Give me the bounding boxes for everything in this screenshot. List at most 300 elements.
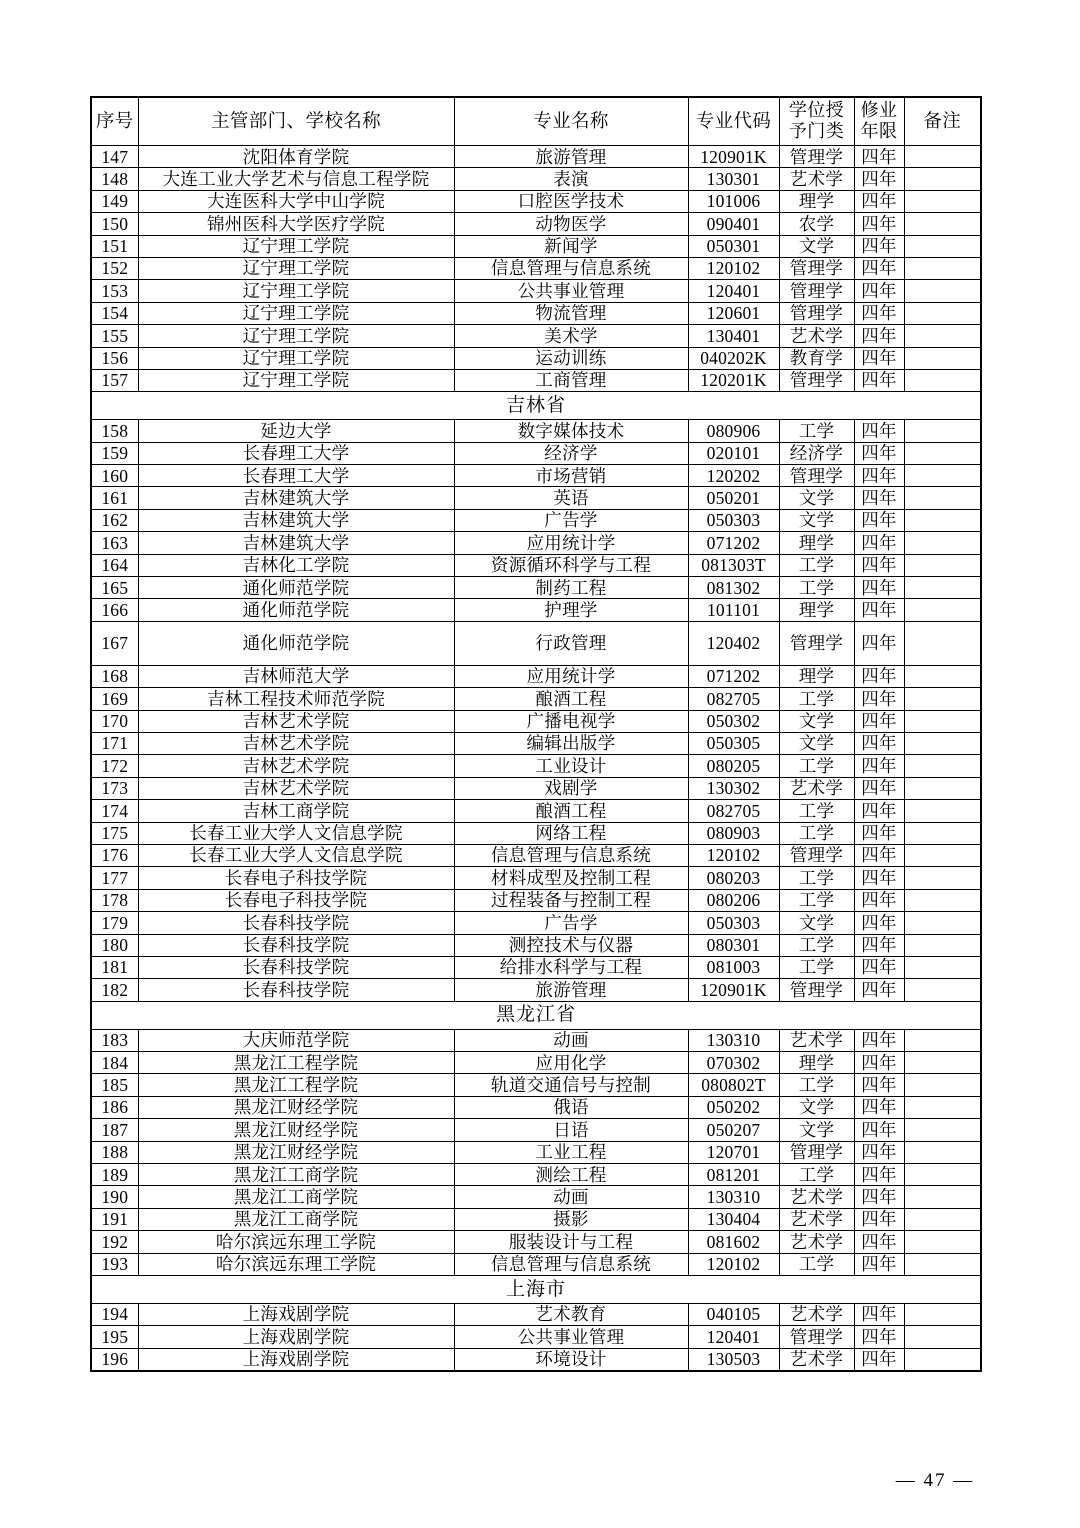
cell-school: 吉林艺术学院: [138, 755, 454, 777]
cell-major: 表演: [454, 168, 688, 190]
cell-seq: 148: [91, 168, 138, 190]
cell-major: 动画: [454, 1186, 688, 1208]
cell-school: 长春电子科技学院: [138, 889, 454, 911]
cell-code: 081302: [688, 577, 779, 599]
cell-years: 四年: [854, 577, 904, 599]
cell-remark: [904, 168, 981, 190]
cell-seq: 195: [91, 1326, 138, 1348]
cell-code: 130503: [688, 1348, 779, 1371]
cell-remark: [904, 1326, 981, 1348]
cell-major: 信息管理与信息系统: [454, 257, 688, 279]
cell-code: 101006: [688, 190, 779, 212]
cell-remark: [904, 146, 981, 168]
table-row: [91, 1052, 981, 1074]
cell-years: 四年: [854, 1029, 904, 1051]
cell-school: 长春科技学院: [138, 956, 454, 978]
cell-degree: 理学: [779, 532, 854, 554]
cell-school: 黑龙江工商学院: [138, 1164, 454, 1186]
cell-remark: [904, 369, 981, 391]
cell-seq: 178: [91, 889, 138, 911]
cell-remark: [904, 465, 981, 487]
cell-remark: [904, 822, 981, 844]
cell-major: 行政管理: [454, 621, 688, 665]
cell-code: 080203: [688, 867, 779, 889]
table-row: [91, 599, 981, 621]
province-title: 上海市: [91, 1275, 981, 1303]
cell-code: 020101: [688, 442, 779, 464]
table-row: [91, 257, 981, 279]
cell-major: 过程装备与控制工程: [454, 889, 688, 911]
cell-seq: 154: [91, 302, 138, 324]
cell-code: 080301: [688, 934, 779, 956]
cell-code: 080802T: [688, 1074, 779, 1096]
cell-degree: 管理学: [779, 465, 854, 487]
cell-major: 新闻学: [454, 235, 688, 257]
cell-remark: [904, 755, 981, 777]
province-header-row: [91, 1001, 981, 1029]
cell-seq: 191: [91, 1208, 138, 1230]
cell-years: 四年: [854, 257, 904, 279]
cell-years: 四年: [854, 302, 904, 324]
cell-seq: 155: [91, 325, 138, 347]
cell-seq: 173: [91, 777, 138, 799]
cell-years: 四年: [854, 665, 904, 687]
cell-code: 050303: [688, 912, 779, 934]
cell-school: 通化师范学院: [138, 577, 454, 599]
cell-seq: 176: [91, 844, 138, 866]
cell-seq: 171: [91, 732, 138, 754]
cell-code: 120701: [688, 1141, 779, 1163]
cell-degree: 工学: [779, 420, 854, 442]
cell-code: 130404: [688, 1208, 779, 1230]
cell-school: 辽宁理工学院: [138, 347, 454, 369]
cell-major: 英语: [454, 487, 688, 509]
cell-years: 四年: [854, 487, 904, 509]
cell-major: 动画: [454, 1029, 688, 1051]
cell-code: 080205: [688, 755, 779, 777]
cell-major: 物流管理: [454, 302, 688, 324]
cell-years: 四年: [854, 732, 904, 754]
cell-code: 071202: [688, 665, 779, 687]
table-row: [91, 347, 981, 369]
table-row: [91, 1326, 981, 1348]
cell-degree: 工学: [779, 800, 854, 822]
cell-code: 120102: [688, 1253, 779, 1275]
table-row: [91, 1074, 981, 1096]
cell-school: 长春理工大学: [138, 465, 454, 487]
cell-code: 081201: [688, 1164, 779, 1186]
cell-seq: 157: [91, 369, 138, 391]
cell-school: 长春科技学院: [138, 934, 454, 956]
cell-major: 俄语: [454, 1096, 688, 1118]
cell-school: 上海戏剧学院: [138, 1303, 454, 1325]
table-row: [91, 420, 981, 442]
cell-degree: 文学: [779, 487, 854, 509]
cell-seq: 168: [91, 665, 138, 687]
cell-school: 沈阳体育学院: [138, 146, 454, 168]
cell-years: 四年: [854, 509, 904, 531]
cell-major: 旅游管理: [454, 979, 688, 1001]
cell-seq: 187: [91, 1119, 138, 1141]
cell-school: 吉林艺术学院: [138, 732, 454, 754]
table-row: [91, 755, 981, 777]
cell-seq: 153: [91, 280, 138, 302]
cell-seq: 149: [91, 190, 138, 212]
cell-degree: 工学: [779, 688, 854, 710]
cell-years: 四年: [854, 1231, 904, 1253]
column-header-years: [854, 97, 904, 146]
cell-remark: [904, 732, 981, 754]
cell-major: 服装设计与工程: [454, 1231, 688, 1253]
cell-code: 050301: [688, 235, 779, 257]
cell-degree: 管理学: [779, 844, 854, 866]
cell-school: 吉林建筑大学: [138, 487, 454, 509]
cell-major: 环境设计: [454, 1348, 688, 1371]
cell-code: 130302: [688, 777, 779, 799]
cell-remark: [904, 1208, 981, 1230]
cell-code: 050202: [688, 1096, 779, 1118]
cell-major: 市场营销: [454, 465, 688, 487]
cell-years: 四年: [854, 755, 904, 777]
cell-remark: [904, 509, 981, 531]
cell-remark: [904, 934, 981, 956]
cell-years: 四年: [854, 844, 904, 866]
cell-seq: 166: [91, 599, 138, 621]
table-row: [91, 710, 981, 732]
cell-school: 吉林建筑大学: [138, 509, 454, 531]
province-title: 吉林省: [91, 392, 981, 420]
cell-degree: 管理学: [779, 621, 854, 665]
cell-major: 口腔医学技术: [454, 190, 688, 212]
cell-major: 动物医学: [454, 213, 688, 235]
cell-school: 吉林艺术学院: [138, 777, 454, 799]
cell-seq: 151: [91, 235, 138, 257]
cell-years: 四年: [854, 1052, 904, 1074]
cell-seq: 174: [91, 800, 138, 822]
cell-seq: 194: [91, 1303, 138, 1325]
cell-seq: 180: [91, 934, 138, 956]
cell-seq: 183: [91, 1029, 138, 1051]
cell-seq: 159: [91, 442, 138, 464]
cell-seq: 152: [91, 257, 138, 279]
cell-years: 四年: [854, 235, 904, 257]
table-row: [91, 1253, 981, 1275]
cell-major: 测控技术与仪器: [454, 934, 688, 956]
cell-seq: 170: [91, 710, 138, 732]
cell-code: 071202: [688, 532, 779, 554]
cell-major: 编辑出版学: [454, 732, 688, 754]
cell-remark: [904, 1348, 981, 1371]
cell-code: 070302: [688, 1052, 779, 1074]
cell-code: 050302: [688, 710, 779, 732]
cell-school: 大连医科大学中山学院: [138, 190, 454, 212]
cell-years: 四年: [854, 420, 904, 442]
cell-years: 四年: [854, 800, 904, 822]
column-header-degree: [779, 97, 854, 146]
cell-school: 黑龙江财经学院: [138, 1119, 454, 1141]
cell-remark: [904, 1074, 981, 1096]
page-number: — 47 —: [895, 1470, 975, 1491]
table-row: [91, 487, 981, 509]
cell-seq: 185: [91, 1074, 138, 1096]
cell-major: 广播电视学: [454, 710, 688, 732]
cell-major: 网络工程: [454, 822, 688, 844]
province-header-row: [91, 392, 981, 420]
cell-degree: 文学: [779, 732, 854, 754]
cell-school: 大庆师范学院: [138, 1029, 454, 1051]
cell-degree: 工学: [779, 1253, 854, 1275]
cell-degree: 艺术学: [779, 325, 854, 347]
cell-years: 四年: [854, 1119, 904, 1141]
cell-years: 四年: [854, 956, 904, 978]
cell-years: 四年: [854, 1141, 904, 1163]
cell-degree: 工学: [779, 554, 854, 576]
cell-remark: [904, 280, 981, 302]
cell-years: 四年: [854, 280, 904, 302]
cell-school: 辽宁理工学院: [138, 369, 454, 391]
table-row: [91, 168, 981, 190]
table-row: [91, 554, 981, 576]
cell-degree: 管理学: [779, 257, 854, 279]
cell-seq: 158: [91, 420, 138, 442]
approved-majors-table: [90, 96, 982, 1372]
cell-degree: 艺术学: [779, 1186, 854, 1208]
cell-major: 应用化学: [454, 1052, 688, 1074]
table-row: [91, 688, 981, 710]
table-row: [91, 1231, 981, 1253]
cell-school: 上海戏剧学院: [138, 1348, 454, 1371]
cell-code: 120202: [688, 465, 779, 487]
cell-remark: [904, 532, 981, 554]
table-row: [91, 302, 981, 324]
cell-remark: [904, 956, 981, 978]
table-row: [91, 934, 981, 956]
cell-remark: [904, 442, 981, 464]
cell-remark: [904, 235, 981, 257]
cell-school: 吉林工商学院: [138, 800, 454, 822]
cell-school: 长春工业大学人文信息学院: [138, 844, 454, 866]
cell-degree: 工学: [779, 1164, 854, 1186]
cell-degree: 管理学: [779, 369, 854, 391]
cell-remark: [904, 688, 981, 710]
table-row: [91, 442, 981, 464]
cell-remark: [904, 665, 981, 687]
cell-major: 酿酒工程: [454, 688, 688, 710]
cell-code: 120601: [688, 302, 779, 324]
table-row: [91, 800, 981, 822]
cell-years: 四年: [854, 1186, 904, 1208]
cell-degree: 管理学: [779, 1326, 854, 1348]
cell-seq: 164: [91, 554, 138, 576]
table-row: [91, 1119, 981, 1141]
table-row: [91, 1029, 981, 1051]
cell-years: 四年: [854, 867, 904, 889]
table-row: [91, 235, 981, 257]
table-row: [91, 822, 981, 844]
cell-school: 辽宁理工学院: [138, 257, 454, 279]
cell-degree: 文学: [779, 1119, 854, 1141]
cell-major: 美术学: [454, 325, 688, 347]
cell-seq: 161: [91, 487, 138, 509]
cell-remark: [904, 621, 981, 665]
cell-remark: [904, 577, 981, 599]
cell-school: 长春理工大学: [138, 442, 454, 464]
table-row: [91, 889, 981, 911]
cell-major: 工商管理: [454, 369, 688, 391]
cell-degree: 理学: [779, 190, 854, 212]
cell-code: 080206: [688, 889, 779, 911]
cell-school: 大连工业大学艺术与信息工程学院: [138, 168, 454, 190]
cell-degree: 教育学: [779, 347, 854, 369]
cell-school: 黑龙江财经学院: [138, 1141, 454, 1163]
cell-school: 吉林艺术学院: [138, 710, 454, 732]
cell-years: 四年: [854, 1326, 904, 1348]
cell-seq: 162: [91, 509, 138, 531]
cell-major: 材料成型及控制工程: [454, 867, 688, 889]
cell-seq: 160: [91, 465, 138, 487]
table-header-row: [91, 97, 981, 146]
cell-seq: 188: [91, 1141, 138, 1163]
cell-major: 给排水科学与工程: [454, 956, 688, 978]
cell-years: 四年: [854, 554, 904, 576]
cell-seq: 186: [91, 1096, 138, 1118]
cell-code: 090401: [688, 213, 779, 235]
table-row: [91, 665, 981, 687]
cell-code: 050201: [688, 487, 779, 509]
table-row: [91, 146, 981, 168]
table-row: [91, 509, 981, 531]
cell-degree: 管理学: [779, 302, 854, 324]
cell-major: 工业设计: [454, 755, 688, 777]
cell-years: 四年: [854, 777, 904, 799]
cell-remark: [904, 599, 981, 621]
cell-school: 长春科技学院: [138, 979, 454, 1001]
cell-degree: 工学: [779, 867, 854, 889]
cell-seq: 156: [91, 347, 138, 369]
cell-years: 四年: [854, 934, 904, 956]
cell-code: 120401: [688, 280, 779, 302]
cell-remark: [904, 1052, 981, 1074]
cell-seq: 163: [91, 532, 138, 554]
cell-major: 广告学: [454, 912, 688, 934]
cell-seq: 181: [91, 956, 138, 978]
cell-school: 黑龙江工程学院: [138, 1074, 454, 1096]
table-row: [91, 1208, 981, 1230]
cell-years: 四年: [854, 213, 904, 235]
cell-remark: [904, 1303, 981, 1325]
cell-degree: 艺术学: [779, 1029, 854, 1051]
cell-major: 数字媒体技术: [454, 420, 688, 442]
cell-code: 130401: [688, 325, 779, 347]
cell-remark: [904, 1096, 981, 1118]
cell-seq: 177: [91, 867, 138, 889]
cell-school: 辽宁理工学院: [138, 302, 454, 324]
cell-degree: 工学: [779, 577, 854, 599]
cell-code: 120901K: [688, 146, 779, 168]
cell-major: 旅游管理: [454, 146, 688, 168]
cell-years: 四年: [854, 347, 904, 369]
table-row: [91, 280, 981, 302]
cell-school: 哈尔滨远东理工学院: [138, 1231, 454, 1253]
cell-remark: [904, 554, 981, 576]
table-row: [91, 1186, 981, 1208]
cell-school: 长春电子科技学院: [138, 867, 454, 889]
cell-code: 081003: [688, 956, 779, 978]
column-header-degree-line2: 予门类: [788, 120, 845, 142]
cell-years: 四年: [854, 599, 904, 621]
column-header-years-line1: 修业: [860, 100, 898, 122]
cell-degree: 文学: [779, 509, 854, 531]
cell-code: 081303T: [688, 554, 779, 576]
cell-school: 延边大学: [138, 420, 454, 442]
cell-major: 轨道交通信号与控制: [454, 1074, 688, 1096]
cell-code: 130301: [688, 168, 779, 190]
cell-major: 测绘工程: [454, 1164, 688, 1186]
cell-years: 四年: [854, 889, 904, 911]
column-header-school: 主管部门、学校名称: [138, 97, 454, 146]
cell-degree: 文学: [779, 710, 854, 732]
cell-major: 信息管理与信息系统: [454, 844, 688, 866]
cell-seq: 196: [91, 1348, 138, 1371]
cell-degree: 理学: [779, 599, 854, 621]
cell-remark: [904, 325, 981, 347]
cell-remark: [904, 302, 981, 324]
cell-code: 080903: [688, 822, 779, 844]
cell-seq: 190: [91, 1186, 138, 1208]
cell-degree: 文学: [779, 1096, 854, 1118]
cell-major: 日语: [454, 1119, 688, 1141]
cell-seq: 147: [91, 146, 138, 168]
cell-years: 四年: [854, 1303, 904, 1325]
cell-years: 四年: [854, 168, 904, 190]
cell-school: 锦州医科大学医疗学院: [138, 213, 454, 235]
cell-seq: 189: [91, 1164, 138, 1186]
cell-years: 四年: [854, 688, 904, 710]
cell-school: 长春科技学院: [138, 912, 454, 934]
cell-school: 黑龙江财经学院: [138, 1096, 454, 1118]
cell-code: 040202K: [688, 347, 779, 369]
cell-remark: [904, 487, 981, 509]
cell-seq: 179: [91, 912, 138, 934]
cell-years: 四年: [854, 190, 904, 212]
cell-code: 120102: [688, 257, 779, 279]
cell-major: 运动训练: [454, 347, 688, 369]
cell-degree: 艺术学: [779, 777, 854, 799]
cell-remark: [904, 889, 981, 911]
table-body: [91, 146, 981, 1372]
province-header-row: [91, 1275, 981, 1303]
cell-seq: 184: [91, 1052, 138, 1074]
cell-seq: 193: [91, 1253, 138, 1275]
table-row: [91, 979, 981, 1001]
cell-degree: 工学: [779, 1074, 854, 1096]
cell-remark: [904, 1164, 981, 1186]
column-header-degree-line1: 学位授: [788, 100, 845, 122]
cell-remark: [904, 347, 981, 369]
cell-degree: 管理学: [779, 1141, 854, 1163]
cell-remark: [904, 1141, 981, 1163]
cell-code: 101101: [688, 599, 779, 621]
cell-major: 工业工程: [454, 1141, 688, 1163]
cell-remark: [904, 867, 981, 889]
cell-code: 120401: [688, 1326, 779, 1348]
cell-degree: 理学: [779, 1052, 854, 1074]
cell-major: 广告学: [454, 509, 688, 531]
cell-years: 四年: [854, 979, 904, 1001]
table-row: [91, 867, 981, 889]
cell-major: 公共事业管理: [454, 1326, 688, 1348]
cell-major: 摄影: [454, 1208, 688, 1230]
